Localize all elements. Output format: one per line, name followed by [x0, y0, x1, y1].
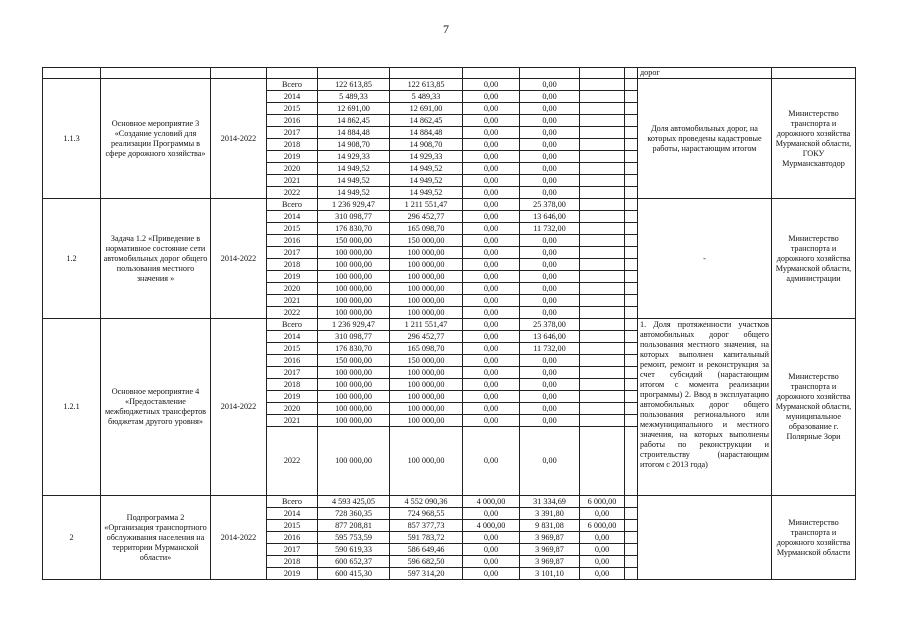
indicator-cell: дорог — [638, 68, 772, 79]
local-budget-cell: 0,00 — [520, 259, 580, 271]
federal-budget-cell: 0,00 — [463, 235, 520, 247]
total-sum-cell: 100 000,00 — [318, 271, 390, 283]
local-budget-cell: 25 378,00 — [520, 319, 580, 331]
extra-budget-cell — [580, 283, 625, 295]
federal-budget-cell: 0,00 — [463, 115, 520, 127]
total-sum-cell: 14 949,52 — [318, 187, 390, 199]
year-cell: 2015 — [267, 103, 318, 115]
extra-budget-cell — [580, 379, 625, 391]
total-sum-cell: 595 753,59 — [318, 532, 390, 544]
local-budget-cell: 0,00 — [520, 115, 580, 127]
local-budget-cell: 0,00 — [520, 247, 580, 259]
spacer-cell — [625, 199, 638, 211]
extra-budget-cell — [580, 127, 625, 139]
extra-budget-cell — [580, 187, 625, 199]
total-sum-cell: 100 000,00 — [318, 391, 390, 403]
local-budget-cell: 0,00 — [520, 103, 580, 115]
federal-budget-cell: 0,00 — [463, 355, 520, 367]
table-row — [43, 79, 856, 91]
extra-budget-cell — [580, 427, 625, 496]
federal-budget-cell: 0,00 — [463, 367, 520, 379]
extra-budget-cell — [580, 271, 625, 283]
spacer-cell — [625, 271, 638, 283]
year-cell: Всего — [267, 496, 318, 508]
extra-budget-cell — [580, 247, 625, 259]
federal-budget-cell: 0,00 — [463, 271, 520, 283]
local-budget-cell: 3 969,87 — [520, 532, 580, 544]
spacer-cell — [625, 163, 638, 175]
local-budget-cell: 0,00 — [520, 271, 580, 283]
total-sum-cell: 100 000,00 — [318, 295, 390, 307]
activity-name-cell: Подпрограмма 2 «Организация транспортного обслуживания населения на территории Мурманской области» — [101, 496, 211, 580]
extra-budget-cell — [580, 415, 625, 427]
total-sum-cell: 310 098,77 — [318, 211, 390, 223]
spacer-cell — [625, 331, 638, 343]
extra-budget-cell: 0,00 — [580, 544, 625, 556]
regional-budget-cell: 1 211 551,47 — [390, 319, 463, 331]
regional-budget-cell: 14 949,52 — [390, 163, 463, 175]
executor-cell: Министерство транспорта и дорожного хозяйства Мурманской области — [772, 496, 856, 580]
year-cell: 2015 — [267, 343, 318, 355]
extra-budget-cell — [580, 403, 625, 415]
spacer-cell — [625, 568, 638, 580]
local-budget-cell: 0,00 — [520, 367, 580, 379]
empty-cell — [625, 68, 638, 79]
empty-cell — [520, 68, 580, 79]
total-sum-cell: 100 000,00 — [318, 379, 390, 391]
period-cell: 2014-2022 — [211, 319, 267, 496]
local-budget-cell: 0,00 — [520, 187, 580, 199]
federal-budget-cell: 0,00 — [463, 211, 520, 223]
local-budget-cell: 0,00 — [520, 79, 580, 91]
extra-budget-cell — [580, 391, 625, 403]
regional-budget-cell: 591 783,72 — [390, 532, 463, 544]
empty-cell — [390, 68, 463, 79]
regional-budget-cell: 5 489,33 — [390, 91, 463, 103]
extra-budget-cell — [580, 199, 625, 211]
regional-budget-cell: 724 968,55 — [390, 508, 463, 520]
total-sum-cell: 4 593 425,05 — [318, 496, 390, 508]
extra-budget-cell — [580, 307, 625, 319]
year-cell: Всего — [267, 199, 318, 211]
federal-budget-cell: 0,00 — [463, 259, 520, 271]
spacer-cell — [625, 508, 638, 520]
local-budget-cell: 3 391,80 — [520, 508, 580, 520]
spacer-cell — [625, 391, 638, 403]
federal-budget-cell: 0,00 — [463, 343, 520, 355]
extra-budget-cell — [580, 235, 625, 247]
extra-budget-cell: 6 000,00 — [580, 496, 625, 508]
extra-budget-cell: 6 000,00 — [580, 520, 625, 532]
extra-budget-cell — [580, 163, 625, 175]
federal-budget-cell: 0,00 — [463, 556, 520, 568]
regional-budget-cell: 296 452,77 — [390, 331, 463, 343]
federal-budget-cell: 0,00 — [463, 403, 520, 415]
year-cell: 2017 — [267, 247, 318, 259]
empty-cell — [463, 68, 520, 79]
local-budget-cell: 0,00 — [520, 295, 580, 307]
year-cell: 2015 — [267, 223, 318, 235]
year-cell: 2022 — [267, 187, 318, 199]
local-budget-cell: 0,00 — [520, 403, 580, 415]
spacer-cell — [625, 247, 638, 259]
year-cell: 2022 — [267, 307, 318, 319]
regional-budget-cell: 14 884,48 — [390, 127, 463, 139]
total-sum-cell: 100 000,00 — [318, 415, 390, 427]
extra-budget-cell — [580, 331, 625, 343]
year-cell: 2014 — [267, 211, 318, 223]
spacer-cell — [625, 520, 638, 532]
regional-budget-cell: 1 211 551,47 — [390, 199, 463, 211]
extra-budget-cell — [580, 91, 625, 103]
local-budget-cell: 3 969,87 — [520, 556, 580, 568]
local-budget-cell: 0,00 — [520, 391, 580, 403]
total-sum-cell: 176 830,70 — [318, 343, 390, 355]
extra-budget-cell — [580, 139, 625, 151]
year-cell: 2018 — [267, 259, 318, 271]
spacer-cell — [625, 115, 638, 127]
empty-cell — [101, 68, 211, 79]
extra-budget-cell — [580, 223, 625, 235]
spacer-cell — [625, 427, 638, 496]
regional-budget-cell: 100 000,00 — [390, 295, 463, 307]
federal-budget-cell: 0,00 — [463, 379, 520, 391]
federal-budget-cell: 0,00 — [463, 91, 520, 103]
federal-budget-cell: 0,00 — [463, 532, 520, 544]
empty-cell — [211, 68, 267, 79]
local-budget-cell: 0,00 — [520, 379, 580, 391]
indicator-cell: Доля автомобильных дорог, на которых проведены кадастровые работы, нарастающим итогом — [638, 79, 772, 199]
federal-budget-cell: 0,00 — [463, 508, 520, 520]
regional-budget-cell: 100 000,00 — [390, 259, 463, 271]
row-code-cell: 1.2 — [43, 199, 101, 319]
year-cell: 2022 — [267, 427, 318, 496]
total-sum-cell: 590 619,33 — [318, 544, 390, 556]
regional-budget-cell: 596 682,50 — [390, 556, 463, 568]
spacer-cell — [625, 544, 638, 556]
regional-budget-cell: 100 000,00 — [390, 247, 463, 259]
spacer-cell — [625, 379, 638, 391]
year-cell: 2018 — [267, 139, 318, 151]
spacer-cell — [625, 403, 638, 415]
local-budget-cell: 0,00 — [520, 235, 580, 247]
federal-budget-cell: 0,00 — [463, 175, 520, 187]
federal-budget-cell: 0,00 — [463, 295, 520, 307]
federal-budget-cell: 0,00 — [463, 163, 520, 175]
total-sum-cell: 150 000,00 — [318, 235, 390, 247]
year-cell: 2019 — [267, 271, 318, 283]
regional-budget-cell: 14 949,52 — [390, 187, 463, 199]
activity-name-cell: Задача 1.2 «Приведение в нормативное состояние сети автомобильных дорог общего пользования местного значения » — [101, 199, 211, 319]
extra-budget-cell — [580, 175, 625, 187]
federal-budget-cell: 0,00 — [463, 331, 520, 343]
regional-budget-cell: 100 000,00 — [390, 427, 463, 496]
spacer-cell — [625, 139, 638, 151]
total-sum-cell: 100 000,00 — [318, 307, 390, 319]
year-cell: 2017 — [267, 367, 318, 379]
total-sum-cell: 100 000,00 — [318, 403, 390, 415]
extra-budget-cell: 0,00 — [580, 556, 625, 568]
year-cell: 2019 — [267, 151, 318, 163]
spacer-cell — [625, 259, 638, 271]
federal-budget-cell: 0,00 — [463, 544, 520, 556]
regional-budget-cell: 100 000,00 — [390, 391, 463, 403]
total-sum-cell: 100 000,00 — [318, 259, 390, 271]
year-cell: 2020 — [267, 163, 318, 175]
year-cell: 2016 — [267, 355, 318, 367]
executor-cell: Министерство транспорта и дорожного хозяйства Мурманской области, администрации — [772, 199, 856, 319]
local-budget-cell: 13 646,00 — [520, 331, 580, 343]
table-row — [43, 68, 856, 79]
executor-cell: Министерство транспорта и дорожного хозяйства Мурманской области, ГОКУ Мурманскавтодор — [772, 79, 856, 199]
local-budget-cell: 11 732,00 — [520, 343, 580, 355]
extra-budget-cell — [580, 259, 625, 271]
federal-budget-cell: 0,00 — [463, 307, 520, 319]
year-cell: 2021 — [267, 175, 318, 187]
period-cell: 2014-2022 — [211, 496, 267, 580]
period-cell: 2014-2022 — [211, 79, 267, 199]
regional-budget-cell: 150 000,00 — [390, 355, 463, 367]
federal-budget-cell: 4 000,00 — [463, 520, 520, 532]
federal-budget-cell: 0,00 — [463, 223, 520, 235]
activity-name-cell: Основное мероприятие 4 «Предоставление межбюджетных трансфертов бюджетам другого уровня» — [101, 319, 211, 496]
regional-budget-cell: 100 000,00 — [390, 403, 463, 415]
year-cell: 2015 — [267, 520, 318, 532]
federal-budget-cell: 0,00 — [463, 283, 520, 295]
year-cell: 2020 — [267, 283, 318, 295]
indicator-cell — [638, 496, 772, 580]
total-sum-cell: 14 929,33 — [318, 151, 390, 163]
federal-budget-cell: 0,00 — [463, 568, 520, 580]
federal-budget-cell: 0,00 — [463, 319, 520, 331]
empty-cell — [580, 68, 625, 79]
empty-cell — [43, 68, 101, 79]
spacer-cell — [625, 235, 638, 247]
spacer-cell — [625, 151, 638, 163]
regional-budget-cell: 14 929,33 — [390, 151, 463, 163]
local-budget-cell: 31 334,69 — [520, 496, 580, 508]
year-cell: 2014 — [267, 508, 318, 520]
federal-budget-cell: 0,00 — [463, 247, 520, 259]
table-row — [43, 496, 856, 508]
total-sum-cell: 122 613,85 — [318, 79, 390, 91]
total-sum-cell: 14 862,45 — [318, 115, 390, 127]
spacer-cell — [625, 319, 638, 331]
extra-budget-cell: 0,00 — [580, 532, 625, 544]
row-code-cell: 1.2.1 — [43, 319, 101, 496]
federal-budget-cell: 0,00 — [463, 127, 520, 139]
regional-budget-cell: 586 649,46 — [390, 544, 463, 556]
extra-budget-cell — [580, 343, 625, 355]
total-sum-cell: 14 949,52 — [318, 175, 390, 187]
extra-budget-cell — [580, 211, 625, 223]
spacer-cell — [625, 367, 638, 379]
spacer-cell — [625, 295, 638, 307]
regional-budget-cell: 100 000,00 — [390, 367, 463, 379]
regional-budget-cell: 14 908,70 — [390, 139, 463, 151]
row-code-cell: 1.1.3 — [43, 79, 101, 199]
spacer-cell — [625, 283, 638, 295]
federal-budget-cell: 0,00 — [463, 79, 520, 91]
empty-cell — [318, 68, 390, 79]
regional-budget-cell: 165 098,70 — [390, 223, 463, 235]
page-number: 7 — [443, 22, 449, 36]
total-sum-cell: 877 208,81 — [318, 520, 390, 532]
spacer-cell — [625, 91, 638, 103]
spacer-cell — [625, 127, 638, 139]
spacer-cell — [625, 187, 638, 199]
table-row — [43, 199, 856, 211]
extra-budget-cell — [580, 319, 625, 331]
total-sum-cell: 176 830,70 — [318, 223, 390, 235]
regional-budget-cell: 122 613,85 — [390, 79, 463, 91]
extra-budget-cell: 0,00 — [580, 508, 625, 520]
regional-budget-cell: 150 000,00 — [390, 235, 463, 247]
empty-cell — [267, 68, 318, 79]
row-code-cell: 2 — [43, 496, 101, 580]
table-row — [43, 319, 856, 331]
total-sum-cell: 100 000,00 — [318, 427, 390, 496]
year-cell: 2014 — [267, 91, 318, 103]
total-sum-cell: 100 000,00 — [318, 367, 390, 379]
spacer-cell — [625, 307, 638, 319]
local-budget-cell: 0,00 — [520, 415, 580, 427]
budget-table — [42, 67, 856, 580]
extra-budget-cell — [580, 151, 625, 163]
spacer-cell — [625, 175, 638, 187]
total-sum-cell: 150 000,00 — [318, 355, 390, 367]
local-budget-cell: 0,00 — [520, 355, 580, 367]
extra-budget-cell — [580, 103, 625, 115]
spacer-cell — [625, 532, 638, 544]
federal-budget-cell: 0,00 — [463, 199, 520, 211]
spacer-cell — [625, 79, 638, 91]
executor-cell: Министерство транспорта и дорожного хозяйства Мурманской области, муниципальное образование г. Полярные Зори — [772, 319, 856, 496]
local-budget-cell: 0,00 — [520, 91, 580, 103]
total-sum-cell: 1 236 929,47 — [318, 199, 390, 211]
spacer-cell — [625, 415, 638, 427]
total-sum-cell: 600 652,37 — [318, 556, 390, 568]
year-cell: Всего — [267, 79, 318, 91]
regional-budget-cell: 14 949,52 — [390, 175, 463, 187]
total-sum-cell: 728 360,35 — [318, 508, 390, 520]
activity-name-cell: Основное мероприятие 3 «Создание условий для реализации Программы в сфере дорожного хозяйства» — [101, 79, 211, 199]
local-budget-cell: 13 646,00 — [520, 211, 580, 223]
total-sum-cell: 12 691,00 — [318, 103, 390, 115]
local-budget-cell: 0,00 — [520, 151, 580, 163]
spacer-cell — [625, 103, 638, 115]
extra-budget-cell — [580, 79, 625, 91]
federal-budget-cell: 4 000,00 — [463, 496, 520, 508]
total-sum-cell: 14 884,48 — [318, 127, 390, 139]
total-sum-cell: 14 908,70 — [318, 139, 390, 151]
regional-budget-cell: 100 000,00 — [390, 307, 463, 319]
local-budget-cell: 0,00 — [520, 427, 580, 496]
spacer-cell — [625, 223, 638, 235]
year-cell: Всего — [267, 319, 318, 331]
federal-budget-cell: 0,00 — [463, 103, 520, 115]
regional-budget-cell: 100 000,00 — [390, 415, 463, 427]
local-budget-cell: 3 969,87 — [520, 544, 580, 556]
regional-budget-cell: 857 377,73 — [390, 520, 463, 532]
year-cell: 2019 — [267, 391, 318, 403]
local-budget-cell: 11 732,00 — [520, 223, 580, 235]
spacer-cell — [625, 211, 638, 223]
indicator-cell: - — [638, 199, 772, 319]
year-cell: 2017 — [267, 544, 318, 556]
local-budget-cell: 0,00 — [520, 163, 580, 175]
federal-budget-cell: 0,00 — [463, 187, 520, 199]
year-cell: 2021 — [267, 295, 318, 307]
extra-budget-cell — [580, 115, 625, 127]
regional-budget-cell: 296 452,77 — [390, 211, 463, 223]
regional-budget-cell: 100 000,00 — [390, 379, 463, 391]
federal-budget-cell: 0,00 — [463, 391, 520, 403]
period-cell: 2014-2022 — [211, 199, 267, 319]
year-cell: 2016 — [267, 115, 318, 127]
spacer-cell — [625, 355, 638, 367]
federal-budget-cell: 0,00 — [463, 151, 520, 163]
year-cell: 2018 — [267, 556, 318, 568]
total-sum-cell: 1 236 929,47 — [318, 319, 390, 331]
regional-budget-cell: 12 691,00 — [390, 103, 463, 115]
total-sum-cell: 14 949,52 — [318, 163, 390, 175]
year-cell: 2016 — [267, 235, 318, 247]
local-budget-cell: 0,00 — [520, 127, 580, 139]
extra-budget-cell — [580, 367, 625, 379]
local-budget-cell: 0,00 — [520, 283, 580, 295]
local-budget-cell: 9 831,08 — [520, 520, 580, 532]
federal-budget-cell: 0,00 — [463, 139, 520, 151]
regional-budget-cell: 4 552 090,36 — [390, 496, 463, 508]
year-cell: 2017 — [267, 127, 318, 139]
year-cell: 2014 — [267, 331, 318, 343]
year-cell: 2020 — [267, 403, 318, 415]
year-cell: 2018 — [267, 379, 318, 391]
total-sum-cell: 310 098,77 — [318, 331, 390, 343]
empty-cell — [772, 68, 856, 79]
total-sum-cell: 5 489,33 — [318, 91, 390, 103]
year-cell: 2019 — [267, 568, 318, 580]
federal-budget-cell: 0,00 — [463, 415, 520, 427]
local-budget-cell: 0,00 — [520, 139, 580, 151]
extra-budget-cell — [580, 295, 625, 307]
local-budget-cell: 25 378,00 — [520, 199, 580, 211]
total-sum-cell: 100 000,00 — [318, 247, 390, 259]
total-sum-cell: 600 415,30 — [318, 568, 390, 580]
extra-budget-cell — [580, 355, 625, 367]
year-cell: 2016 — [267, 532, 318, 544]
regional-budget-cell: 165 098,70 — [390, 343, 463, 355]
indicator-cell: 1. Доля протяженности участков автомобильных дорог общего пользования местного значения, на которых выполнен капитальный ремонт, ремонт и реконструкция за счет субсидий (нарастающим итогом с момента реализации программы) 2. Ввод в эксплуатацию автомобильных дорог общего пользования регионального или межмуниципального и местного значения, на которых выполнены работы по реконструкции и строительству (нарастающим итогом с 2013 года) — [638, 319, 772, 496]
federal-budget-cell: 0,00 — [463, 427, 520, 496]
regional-budget-cell: 100 000,00 — [390, 283, 463, 295]
regional-budget-cell: 597 314,20 — [390, 568, 463, 580]
regional-budget-cell: 14 862,45 — [390, 115, 463, 127]
spacer-cell — [625, 343, 638, 355]
total-sum-cell: 100 000,00 — [318, 283, 390, 295]
local-budget-cell: 3 101,10 — [520, 568, 580, 580]
local-budget-cell: 0,00 — [520, 175, 580, 187]
year-cell: 2021 — [267, 415, 318, 427]
extra-budget-cell: 0,00 — [580, 568, 625, 580]
spacer-cell — [625, 556, 638, 568]
local-budget-cell: 0,00 — [520, 307, 580, 319]
regional-budget-cell: 100 000,00 — [390, 271, 463, 283]
spacer-cell — [625, 496, 638, 508]
